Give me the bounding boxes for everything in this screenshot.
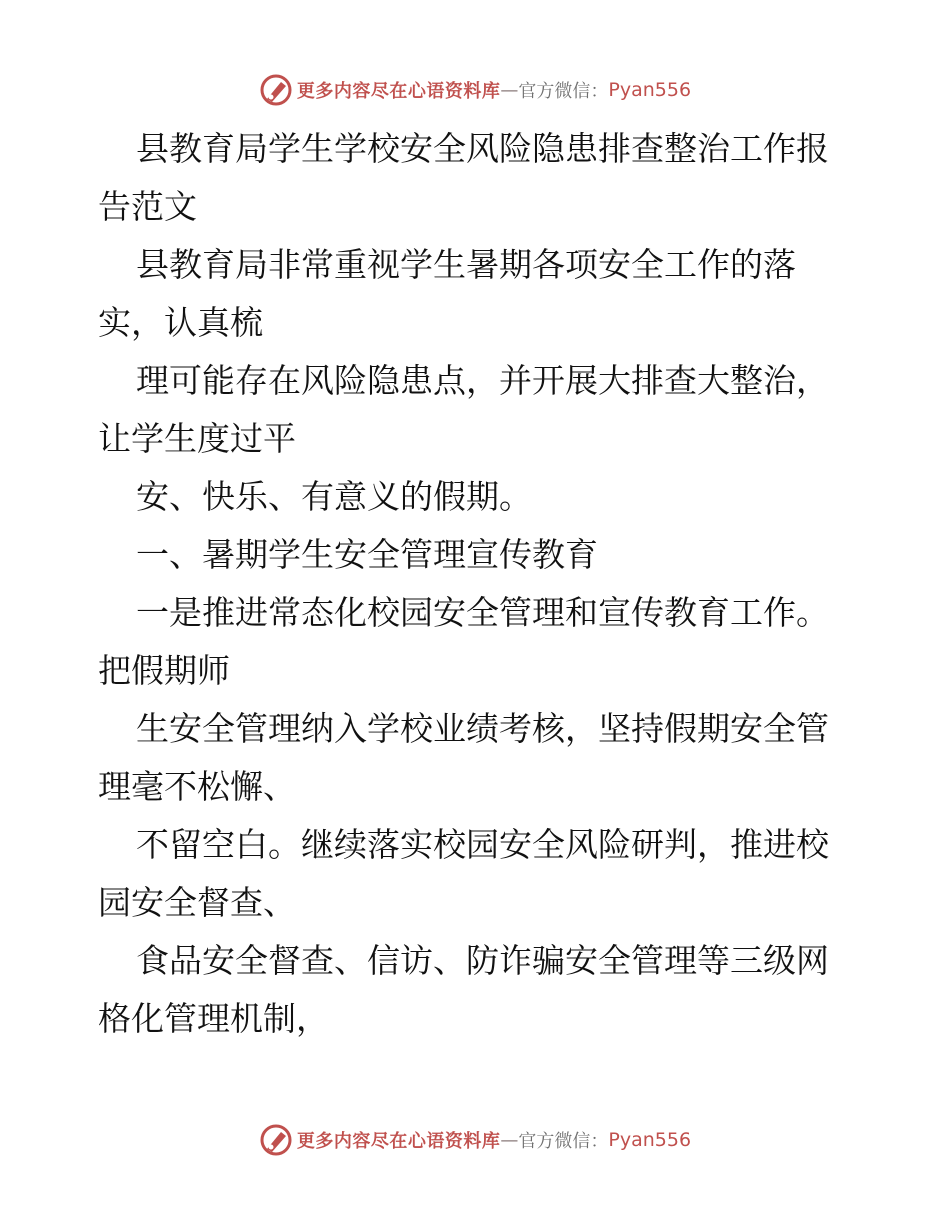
paragraph-line: 园安全督查、 <box>98 883 296 922</box>
watermark-main-text: 更多内容尽在心语资料库 <box>296 81 501 102</box>
watermark-main-text: 更多内容尽在心语资料库 <box>296 1131 501 1152</box>
paragraph-line: 实，认真梳 <box>98 303 263 342</box>
watermark-wechat-id: Pyan556 <box>608 79 692 101</box>
footer-watermark <box>0 1120 950 1160</box>
paragraph-line: 格化管理机制， <box>98 999 329 1038</box>
paragraph-line: 安、快乐、有意义的假期。 <box>136 477 532 516</box>
paragraph-line: 一是推进常态化校园安全管理和宣传教育工作。 <box>136 593 829 632</box>
paragraph-line: 不留空白。继续落实校园安全风险研判，推进校 <box>136 825 829 864</box>
section-heading: 一、暑期学生安全管理宣传教育 <box>136 535 598 574</box>
paragraph-line: 把假期师 <box>98 651 230 690</box>
watermark-separator: — <box>500 79 519 101</box>
watermark-wechat-label: 官方微信： <box>518 1131 609 1152</box>
paragraph-line: 理可能存在风险隐患点，并开展大排查大整治， <box>136 361 829 400</box>
document-body <box>98 120 878 1048</box>
document-title-line-1: 县教育局学生学校安全风险隐患排查整治工作报 <box>136 129 829 168</box>
paragraph-line: 让学生度过平 <box>98 419 296 458</box>
watermark-wechat-label: 官方微信： <box>518 81 609 102</box>
watermark-separator: — <box>500 1129 519 1151</box>
paragraph-line: 食品安全督查、信访、防诈骗安全管理等三级网 <box>136 941 829 980</box>
watermark-wechat-id: Pyan556 <box>608 1129 692 1151</box>
pen-circle-logo-icon <box>259 73 293 107</box>
pen-circle-logo-icon <box>259 1123 293 1157</box>
paragraph-line: 县教育局非常重视学生暑期各项安全工作的落 <box>136 245 796 284</box>
paragraph-line: 生安全管理纳入学校业绩考核，坚持假期安全管 <box>136 709 829 748</box>
header-watermark <box>0 70 950 110</box>
document-title-line-2: 告范文 <box>98 187 197 226</box>
paragraph-line: 理毫不松懈、 <box>98 767 296 806</box>
